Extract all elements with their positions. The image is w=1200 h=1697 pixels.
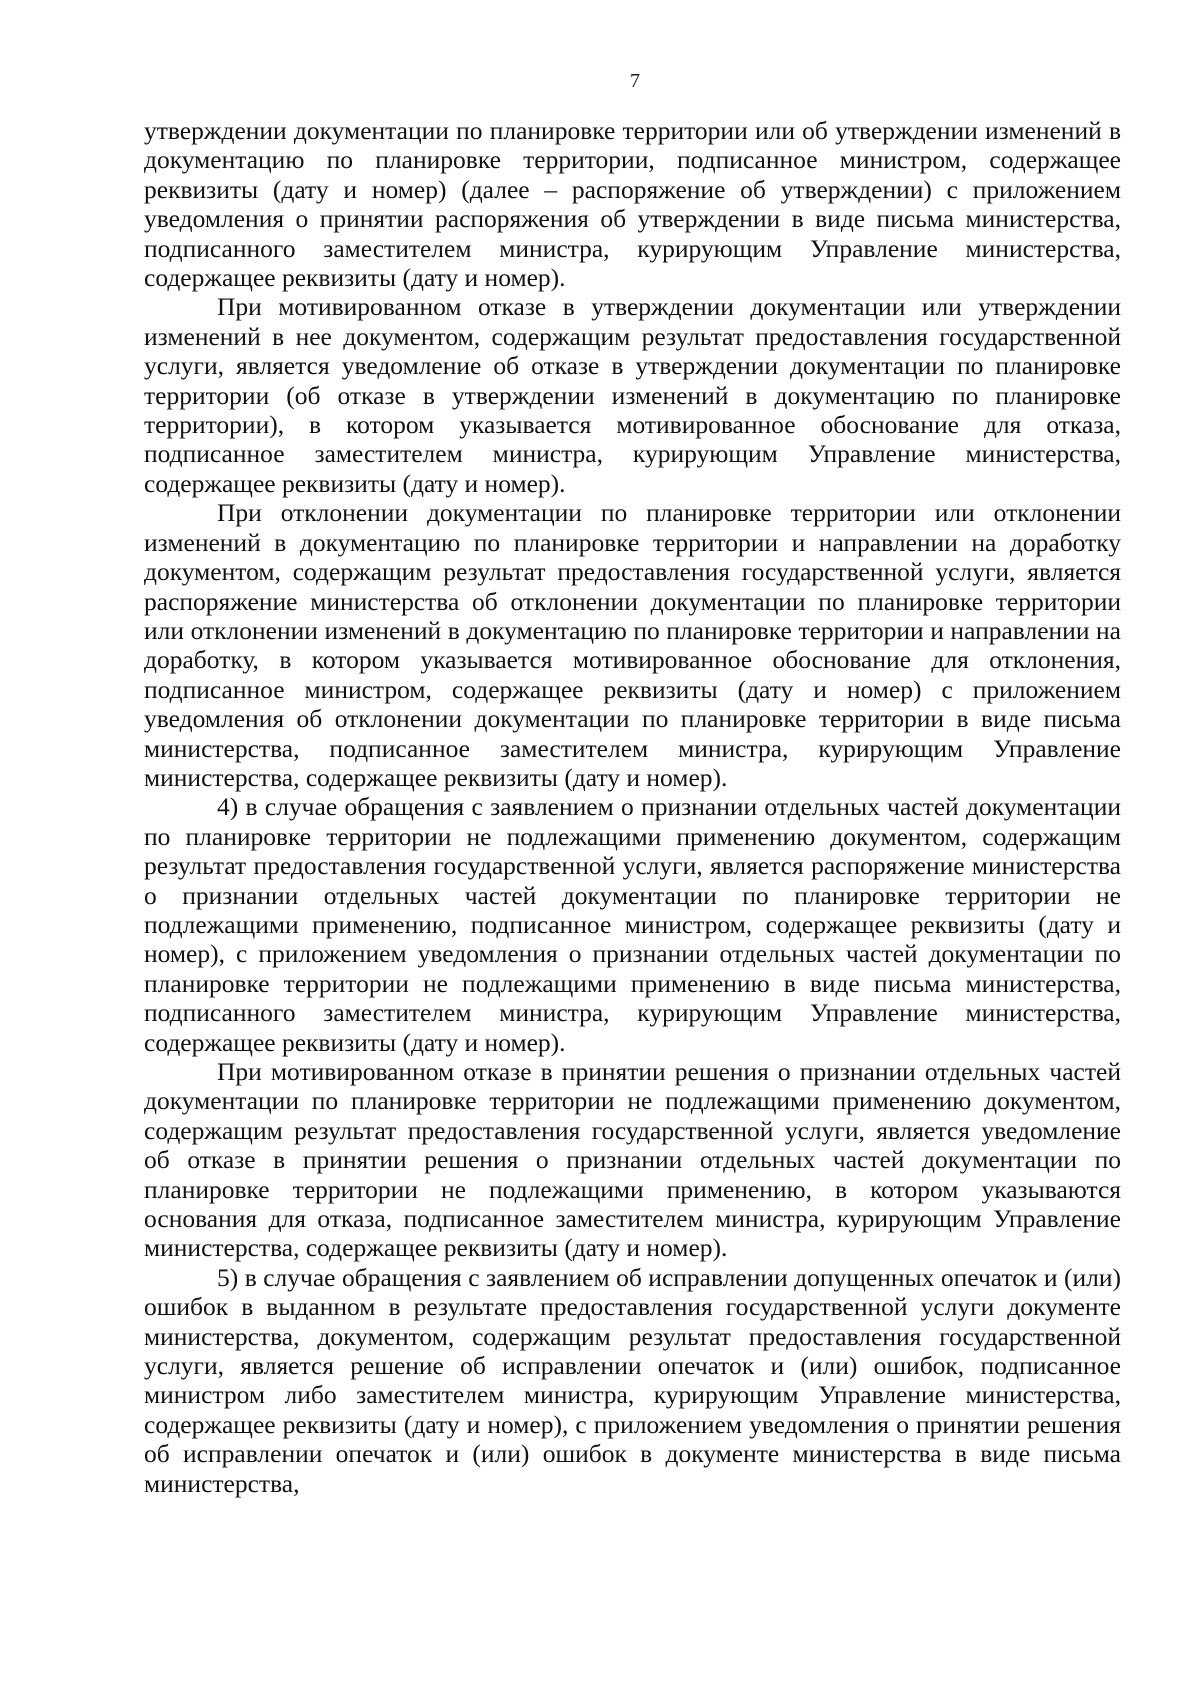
paragraph-item-4: 4) в случае обращения с заявлением о признании отдельных частей документации по планировке территории не подлежащими применению документом, содержащим результат предоставления государственной услуги, является распоряжение министерства о признании отдельных частей документации по планировке территории не подлежащими применению, подписанное министром, содержащее реквизиты (дату и номер), с приложением уведомления о признании отдельных частей документации по планировке территории не подлежащими применению в виде письма министерства, подписанного заместителем министра, курирующим Управление министерства, содержащее реквизиты (дату и номер).: [144, 792, 1121, 1057]
paragraph-refusal-inapplicable: При мотивированном отказе в принятии решения о признании отдельных частей документации по планировке территории не подлежащими применению документом, содержащим результат предоставления государственной услуги, является уведомление об отказе в принятии решения о признании отдельных частей документации по планировке территории не подлежащими применению, в котором указываются основания для отказа, подписанное заместителем министра, курирующим Управление министерства, содержащее реквизиты (дату и номер).: [144, 1057, 1121, 1263]
paragraph-item-5: 5) в случае обращения с заявлением об исправлении допущенных опечаток и (или) ошибок в выданном в результате предоставления государственной услуги документе министерства, документом, содержащим результат предоставления государственной услуги, является решение об исправлении опечаток и (или) ошибок, подписанное министром либо заместителем министра, курирующим Управление министерства, содержащее реквизиты (дату и номер), с приложением уведомления о принятии решения об исправлении опечаток и (или) ошибок в документе министерства в виде письма министерства,: [144, 1262, 1121, 1498]
paragraph-approval-result: утверждении документации по планировке территории или об утверждении изменений в документацию по планировке территории, подписанное министром, содержащее реквизиты (дату и номер) (далее – распоряжение об утверждении) с приложением уведомления о принятии распоряжения об утверждении в виде письма министерства, подписанного заместителем министра, курирующим Управление министерства, содержащее реквизиты (дату и номер).: [144, 116, 1121, 293]
page-number: 7: [630, 70, 640, 92]
paragraph-refusal-approval: При мотивированном отказе в утверждении документации или утверждении изменений в нее документом, содержащим результат предоставления государственной услуги, является уведомление об отказе в утверждении документации по планировке территории (об отказе в утверждении изменений в документацию по планировке территории), в котором указывается мотивированное обоснование для отказа, подписанное заместителем министра, курирующим Управление министерства, содержащее реквизиты (дату и номер).: [144, 292, 1121, 498]
paragraph-rejection: При отклонении документации по планировке территории или отклонении изменений в документацию по планировке территории и направлении на доработку документом, содержащим результат предоставления государственной услуги, является распоряжение министерства об отклонении документации по планировке территории или отклонении изменений в документацию по планировке территории и направлении на доработку, в котором указывается мотивированное обоснование для отклонения, подписанное министром, содержащее реквизиты (дату и номер) с приложением уведомления об отклонении документации по планировке территории в виде письма министерства, подписанное заместителем министра, курирующим Управление министерства, содержащее реквизиты (дату и номер).: [144, 498, 1121, 792]
document-body: [144, 116, 1121, 1498]
